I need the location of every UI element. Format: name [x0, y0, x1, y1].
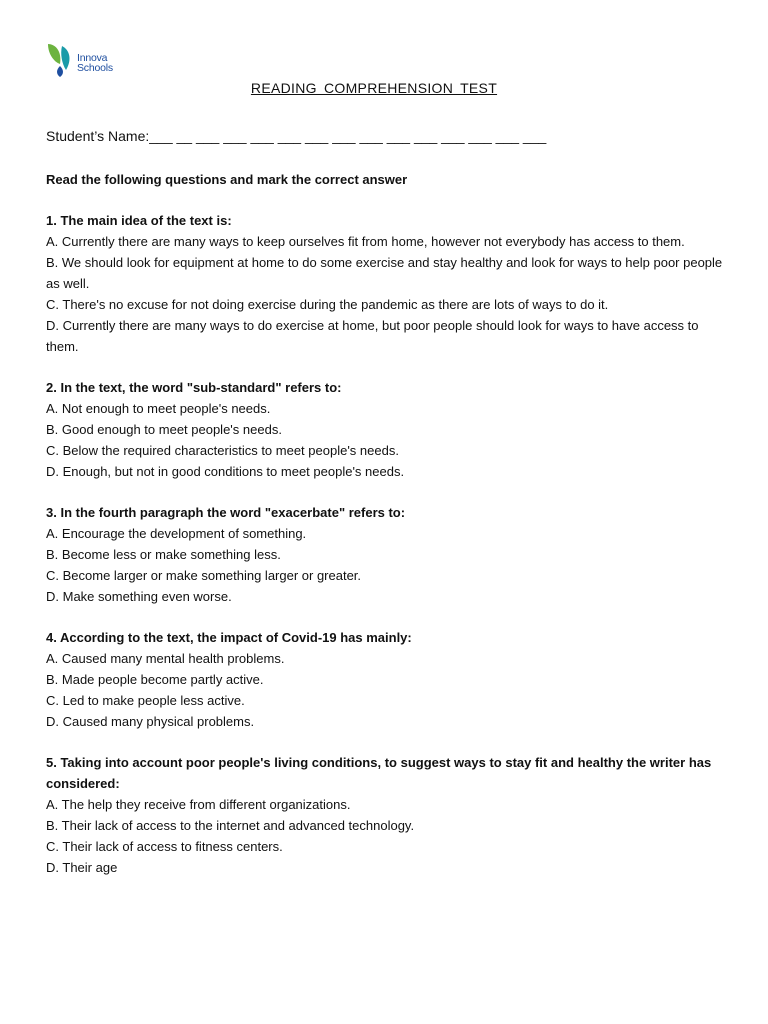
- answer-option[interactable]: B. Good enough to meet people's needs.: [46, 422, 282, 437]
- test-body: [46, 126, 726, 898]
- question-3: [46, 502, 726, 607]
- answer-option[interactable]: D. Their age: [46, 860, 118, 875]
- answer-option[interactable]: C. Their lack of access to fitness centers.: [46, 839, 283, 854]
- answer-option[interactable]: A. The help they receive from different organizations.: [46, 797, 351, 812]
- answer-option[interactable]: B. Their lack of access to the internet and advanced technology.: [46, 818, 415, 833]
- answer-option[interactable]: B. We should look for equipment at home to do some exercise and stay healthy and look for ways to help poor people as well.: [46, 255, 723, 291]
- answer-option[interactable]: A. Currently there are many ways to keep ourselves fit from home, however not everybody has access to them.: [46, 234, 685, 249]
- logo-line-2: Schools: [77, 62, 113, 74]
- answer-option[interactable]: B. Become less or make something less.: [46, 547, 281, 562]
- answer-option[interactable]: D. Enough, but not in good conditions to meet people's needs.: [46, 464, 405, 479]
- question-1: [46, 210, 726, 357]
- question-4: [46, 627, 726, 732]
- question-text: 3. In the fourth paragraph the word "exacerbate" refers to:: [46, 505, 406, 520]
- page-title: READING COMPREHENSION TEST: [250, 80, 498, 96]
- answer-option[interactable]: C. Led to make people less active.: [46, 693, 245, 708]
- question-2: [46, 377, 726, 482]
- answer-option[interactable]: D. Currently there are many ways to do exercise at home, but poor people should look for ways to have access to them.: [46, 318, 699, 354]
- answer-option[interactable]: D. Make something even worse.: [46, 589, 232, 604]
- school-logo: [46, 42, 126, 82]
- answer-option[interactable]: C. There's no excuse for not doing exercise during the pandemic as there are lots of ways to do it.: [46, 297, 609, 312]
- answer-option[interactable]: B. Made people become partly active.: [46, 672, 264, 687]
- question-text: 2. In the text, the word "sub-standard" refers to:: [46, 380, 342, 395]
- instructions: Read the following questions and mark the correct answer: [46, 172, 408, 187]
- question-text: 1. The main idea of the text is:: [46, 213, 232, 228]
- question-5: [46, 752, 726, 878]
- logo-line-1: Innova: [77, 52, 108, 64]
- answer-option[interactable]: D. Caused many physical problems.: [46, 714, 255, 729]
- question-text: 5. Taking into account poor people's living conditions, to suggest ways to stay fit and healthy the writer has considered:: [46, 755, 712, 791]
- answer-option[interactable]: A. Not enough to meet people's needs.: [46, 401, 271, 416]
- answer-option[interactable]: A. Encourage the development of something.: [46, 526, 307, 541]
- answer-option[interactable]: C. Below the required characteristics to meet people's needs.: [46, 443, 399, 458]
- logo-wordmark: [77, 53, 113, 73]
- leaf-logo-icon: [46, 42, 76, 78]
- answer-option[interactable]: A. Caused many mental health problems.: [46, 651, 285, 666]
- question-text: 4. According to the text, the impact of Covid-19 has mainly:: [46, 630, 412, 645]
- answer-option[interactable]: C. Become larger or make something larger or greater.: [46, 568, 362, 583]
- student-name-field[interactable]: Student’s Name:___ __ ___ ___ ___ ___ ___ ___ ___ ___ ___ ___ ___ ___ ___: [46, 128, 547, 144]
